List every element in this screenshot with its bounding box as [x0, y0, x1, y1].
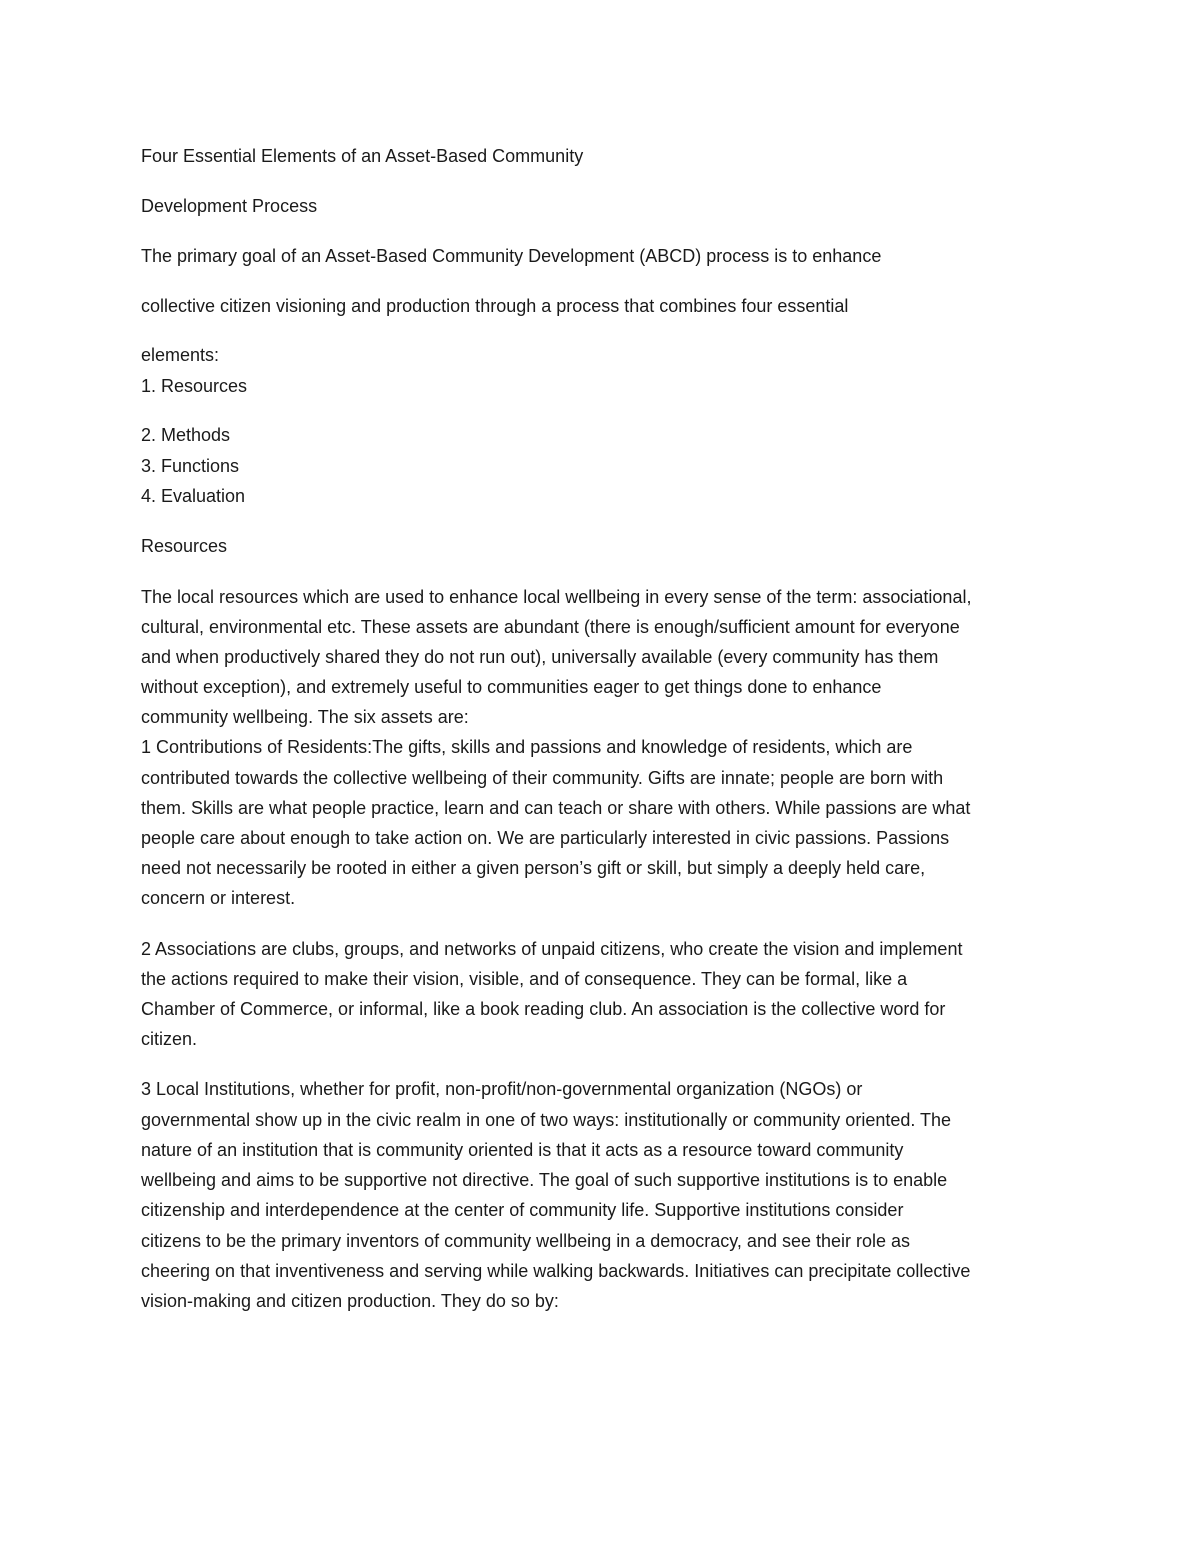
- asset2-line-1: 2 Associations are clubs, groups, and networks of unpaid citizens, who create the vision and implement: [141, 939, 963, 959]
- list-item-functions: 3. Functions: [141, 456, 240, 476]
- asset2-line-2: the actions required to make their vision, visible, and of consequence. They can be formal, like a: [141, 969, 908, 989]
- section-heading-resources: Resources: [141, 536, 228, 556]
- document-title-line-2: Development Process: [141, 196, 318, 216]
- asset3-line-3: nature of an institution that is community oriented is that it acts as a resource toward community: [141, 1140, 904, 1160]
- asset2-line-3: Chamber of Commerce, or informal, like a book reading club. An association is the collective word for: [141, 999, 946, 1019]
- asset1-line-4: people care about enough to take action on. We are particularly interested in civic passions. Passions: [141, 828, 950, 848]
- resources-paragraph-line-4: without exception), and extremely useful to communities eager to get things done to enhance: [141, 677, 882, 697]
- intro-line-2: collective citizen visioning and production through a process that combines four essential: [141, 296, 849, 316]
- list-item-evaluation: 4. Evaluation: [141, 486, 246, 506]
- resources-paragraph-line-2: cultural, environmental etc. These assets are abundant (there is enough/sufficient amount for everyone: [141, 617, 960, 637]
- list-item-resources: 1. Resources: [141, 376, 248, 396]
- list-item-methods: 2. Methods: [141, 425, 231, 445]
- resources-paragraph-line-3: and when productively shared they do not run out), universally available (every community has them: [141, 647, 939, 667]
- resources-paragraph-line-5: community wellbeing. The six assets are:: [141, 707, 469, 727]
- resources-paragraph-line-1: The local resources which are used to enhance local wellbeing in every sense of the term: associational,: [141, 587, 972, 607]
- asset1-line-1: 1 Contributions of Residents:The gifts, skills and passions and knowledge of residents, which are: [141, 737, 913, 757]
- asset3-line-7: cheering on that inventiveness and serving while walking backwards. Initiatives can precipitate collective: [141, 1261, 971, 1281]
- intro-line-3: elements:: [141, 345, 220, 365]
- asset3-line-1: 3 Local Institutions, whether for profit, non-profit/non-governmental organization (NGOs) or: [141, 1079, 863, 1099]
- asset1-line-3: them. Skills are what people practice, learn and can teach or share with others. While passions are what: [141, 798, 971, 818]
- asset3-line-6: citizens to be the primary inventors of community wellbeing in a democracy, and see their role as: [141, 1231, 911, 1251]
- asset3-line-4: wellbeing and aims to be supportive not directive. The goal of such supportive institutions is to enable: [141, 1170, 948, 1190]
- asset2-line-4: citizen.: [141, 1029, 198, 1049]
- asset1-line-2: contributed towards the collective wellbeing of their community. Gifts are innate; people are born with: [141, 768, 944, 788]
- asset1-line-6: concern or interest.: [141, 888, 296, 908]
- intro-line-1: The primary goal of an Asset-Based Community Development (ABCD) process is to enhance: [141, 246, 882, 266]
- asset3-line-5: citizenship and interdependence at the center of community life. Supportive institutions consider: [141, 1200, 904, 1220]
- asset1-line-5: need not necessarily be rooted in either a given person’s gift or skill, but simply a deeply held care,: [141, 858, 926, 878]
- asset3-line-2: governmental show up in the civic realm in one of two ways: institutionally or community oriented. The: [141, 1110, 952, 1130]
- document-title-line-1: Four Essential Elements of an Asset-Based Community: [141, 146, 584, 166]
- asset3-line-8: vision-making and citizen production. They do so by:: [141, 1291, 559, 1311]
